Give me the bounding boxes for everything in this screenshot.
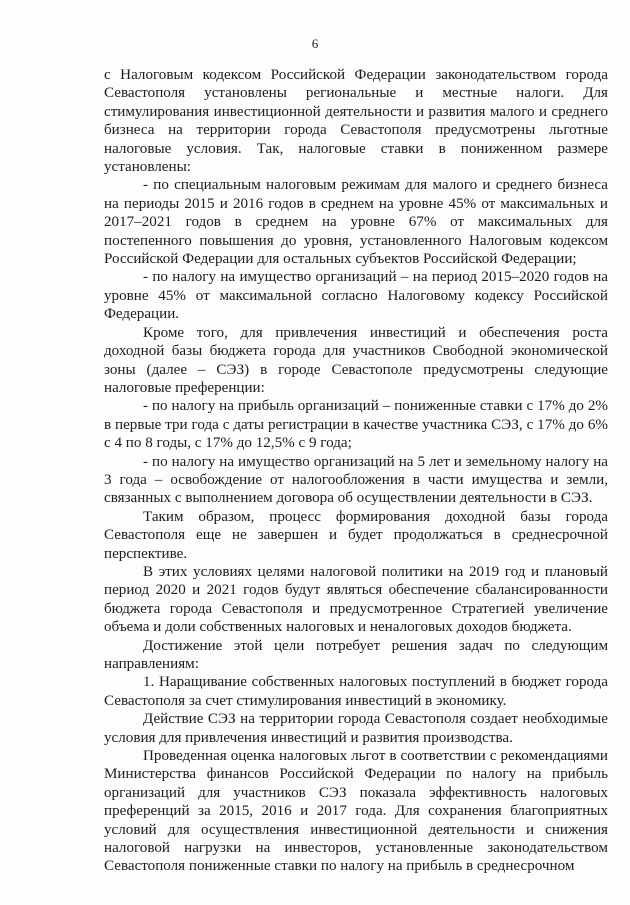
- paragraph-tax-benefit-assessment: Проведенная оценка налоговых льгот в соответствии с рекомендациями Министерства финансов Российской Федерации по налогу на прибыль организаций для участников СЭЗ показала эффективность налоговых преференций за 2015, 2016 и 2017 года. Для сохранения благоприятных условий для осуществления инвестиционной деятельности и снижения налоговой нагрузки на инвесторов, установленные законодательством Севастополя пониженные ставки по налогу на прибыль в среднесрочном: [104, 748, 608, 875]
- paragraph-tasks-intro: Достижение этой цели потребует решения задач по следующим направлениям:: [104, 637, 608, 672]
- body-text: [104, 66, 608, 876]
- paragraph-property-land-tax: - по налогу на имущество организаций на 5 лет и земельному налогу на 3 года – освобождение от налогообложения в части имущества и земли, связанных с выполнением договора об осуществлении деятельности в СЭЗ.: [104, 453, 608, 507]
- paragraph-sez-conditions: Действие СЭЗ на территории города Севастополя создает необходимые условия для привлечения инвестиций и развития производства.: [104, 711, 608, 746]
- paragraph-special-regimes: - по специальным налоговым режимам для малого и среднего бизнеса на периоды 2015 и 2016 годов в среднем на уровне 45% от максимальных и 2017–2021 годов в среднем на уровне 67% от максимальных для постепенного повышения до уровня, установленного Налоговым кодексом Российской Федерации для остальных субъектов Российской Федерации;: [104, 177, 608, 268]
- paragraph-conclusion: Таким образом, процесс формирования доходной базы города Севастополя еще не завершен и будет продолжаться в среднесрочной перспективе.: [104, 508, 608, 562]
- paragraph-task-1: 1. Наращивание собственных налоговых поступлений в бюджет города Севастополя за счет стимулирования инвестиций в экономику.: [104, 674, 608, 709]
- paragraph-profit-tax: - по налогу на прибыль организаций – пониженные ставки с 17% до 2% в первые три года с даты регистрации в качестве участника СЭЗ, с 17% до 6% с 4 по 8 годы, с 17% до 12,5% с 9 года;: [104, 398, 608, 452]
- page-number: 6: [311, 36, 319, 51]
- paragraph-property-tax: - по налогу на имущество организаций – на период 2015–2020 годов на уровне 45% от максимальной согласно Налоговому кодексу Российской Федерации.: [104, 269, 608, 323]
- paragraph-continuation: с Налоговым кодексом Российской Федерации законодательством города Севастополя установлены региональные и местные налоги. Для стимулирования инвестиционной деятельности и развития малого и среднего бизнеса на территории города Севастополя предусмотрены льготные налоговые условия. Так, налоговые ставки в пониженном размере установлены:: [104, 67, 608, 176]
- paragraph-sez-intro: Кроме того, для привлечения инвестиций и обеспечения роста доходной базы бюджета города для участников Свободной экономической зоны (далее – СЭЗ) в городе Севастополе предусмотрены следующие налоговые преференции:: [104, 324, 608, 396]
- paragraph-policy-goals: В этих условиях целями налоговой политики на 2019 год и плановый период 2020 и 2021 годов будут являться обеспечение сбалансированности бюджета города Севастополя и предусмотренное Стратегией увеличение объема и доли собственных налоговых и неналоговых доходов бюджета.: [104, 563, 608, 636]
